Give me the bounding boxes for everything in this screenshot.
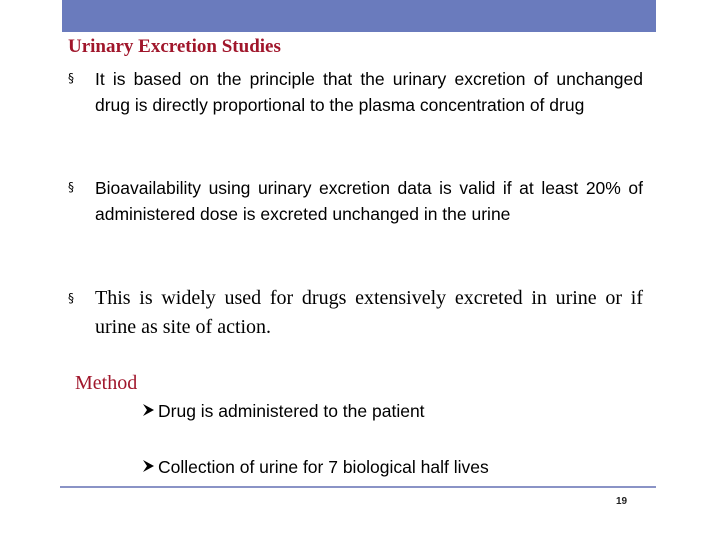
arrow-bullet-icon xyxy=(142,457,158,478)
method-item-text-2: Collection of urine for 7 biological half lives xyxy=(158,457,489,477)
bullet-text-1: It is based on the principle that the urinary excretion of unchanged drug is directly proportional to the plasma concentration of drug xyxy=(95,69,643,115)
page-number: 19 xyxy=(616,496,628,507)
method-heading: Method xyxy=(75,372,138,394)
top-banner-bar xyxy=(62,0,656,32)
method-item-2 xyxy=(142,457,489,478)
arrow-bullet-icon xyxy=(142,401,158,422)
bullet-text-2: Bioavailability using urinary excretion data is valid if at least 20% of administered dose is excreted unchanged in the urine xyxy=(95,178,643,224)
method-item-1 xyxy=(142,401,425,422)
square-bullet-icon: § xyxy=(68,180,74,194)
bullet-item-1 xyxy=(68,66,643,118)
method-item-text-1: Drug is administered to the patient xyxy=(158,401,425,421)
footer-rule xyxy=(60,486,656,488)
bullet-item-2 xyxy=(68,175,643,227)
square-bullet-icon: § xyxy=(68,71,74,85)
slide-title: Urinary Excretion Studies xyxy=(68,36,281,57)
bullet-text-3: This is widely used for drugs extensively excreted in urine or if urine as site of action. xyxy=(95,287,643,338)
square-bullet-icon: § xyxy=(68,291,74,305)
bullet-item-3 xyxy=(68,284,643,342)
